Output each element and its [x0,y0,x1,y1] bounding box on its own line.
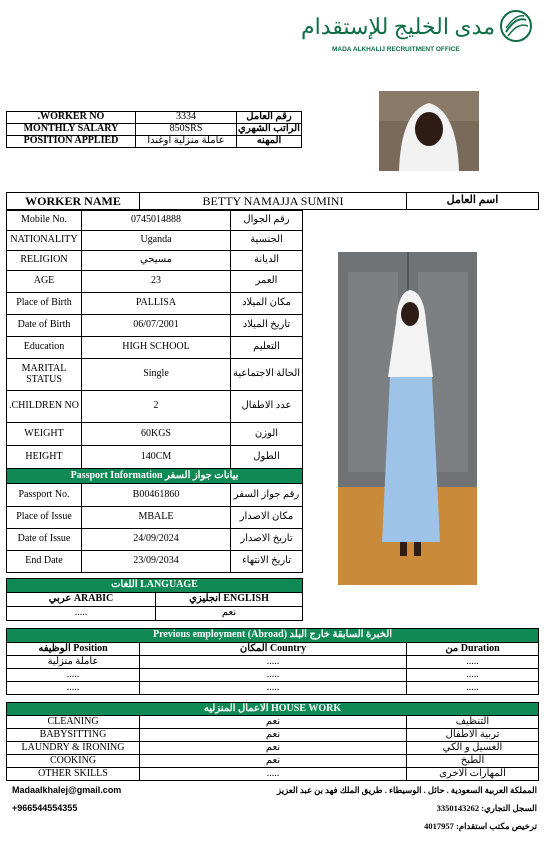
detail-label-ar: العمر [231,271,303,293]
table-row [7,768,539,781]
skill-value: نعم [140,742,407,755]
worker-no-label-ar: رقم العامل [237,112,302,124]
table-row [7,716,539,729]
detail-label-ar: عدد الاطفال [231,391,303,423]
skill-label: LAUNDRY & IRONING [7,742,140,755]
skill-label-ar: تربية الاطفال [407,729,539,742]
table-row [7,529,303,551]
employment-position: ..... [7,682,140,695]
detail-label: Education [7,337,82,359]
detail-value: 2 [82,391,231,423]
passport-label: Place of Issue [7,507,82,529]
skill-label-ar: الطبخ [407,755,539,768]
position-applied-value: عاملة منزلية اوغندا [136,136,237,148]
details-table [6,210,303,573]
skill-label: CLEANING [7,716,140,729]
monthly-salary-value: 850SRS [136,124,237,136]
detail-label-ar: الجنسية [231,231,303,251]
skill-label: BABYSITTING [7,729,140,742]
employment-table [6,628,539,695]
company-logo-icon [500,10,532,42]
employment-duration: ..... [407,682,539,695]
detail-value: Single [82,359,231,391]
detail-label: RELIGION [7,251,82,271]
detail-value: مسيحي [82,251,231,271]
monthly-salary-label-ar: الراتب الشهري [238,123,300,135]
detail-label-ar: الطول [231,446,303,469]
table-row [7,211,303,231]
worker-no-value: 3334 [136,112,237,124]
detail-label-ar: التعليم [231,337,303,359]
skill-value: نعم [140,729,407,742]
logo-english-text: MADA ALKHALIJ RECRUITMENT OFFICE [332,46,460,53]
detail-label: MARITAL STATUS [7,359,82,391]
table-row [7,755,539,768]
top-info-table [6,111,302,148]
table-row [7,337,303,359]
detail-label: .CHILDREN NO [7,391,82,423]
footer-license: ترخيص مكتب استقدام: 4017957 [424,821,537,831]
table-row [7,669,539,682]
skill-value: نعم [140,755,407,768]
detail-label-ar: تاريخ الميلاد [231,315,303,337]
detail-label: NATIONALITY [7,231,82,251]
passport-label-ar: رقم جواز السفر [231,484,303,507]
detail-label: AGE [7,271,82,293]
language-section-title: LANGUAGE اللغات [7,579,303,593]
language-arabic-label: ARABIC عربي [7,593,156,607]
detail-value: Uganda [82,231,231,251]
logo-arabic-text: مدى الخليج للإستقدام [300,14,495,39]
table-row [7,251,303,271]
detail-label-ar: رقم الجوال [231,211,303,231]
employment-duration: ..... [407,656,539,669]
table-row [7,423,303,446]
table-row [7,742,539,755]
position-applied-label: POSITION APPLIED [7,136,136,148]
passport-section-title: بيانات جواز السفر Passport Information [7,469,303,484]
table-row [7,391,303,423]
worker-full-body-photo [338,252,477,585]
skill-value: نعم [140,716,407,729]
worker-no-label: .WORKER NO [7,112,136,124]
employment-col-country: Country المكان [140,643,407,656]
house-work-table [6,702,539,781]
language-english-value: نعم [156,607,303,621]
employment-section-title: الخبرة السابقة خارج البلد (Previous employment (Abroad [7,629,539,643]
employment-position: عاملة منزلية [7,656,140,669]
employment-col-duration: Duration من [407,643,539,656]
detail-label: WEIGHT [7,423,82,446]
employment-col-position: Position الوظيفه [7,643,140,656]
footer-address: المملكة العربية السعودية . حائل . الوسيطاء . طريق الملك فهد بن عبد العزيز [277,785,537,795]
passport-value: MBALE [82,507,231,529]
passport-value: 23/09/2034 [82,551,231,573]
skill-label-ar: التنظيف [407,716,539,729]
table-row [7,656,539,669]
table-row [7,507,303,529]
table-row [7,359,303,391]
detail-value: 23 [82,271,231,293]
footer-commercial-register: السجل التجاري: 3350143262 [436,803,537,813]
detail-value: 140CM [82,446,231,469]
passport-value: 24/09/2024 [82,529,231,551]
passport-label-ar: مكان الاصدار [231,507,303,529]
detail-label: Place of Birth [7,293,82,315]
language-arabic-value: ..... [7,607,156,621]
detail-label-ar: الحالة الاجتماعية [231,359,303,391]
passport-label-ar: تاريخ الانتهاء [231,551,303,573]
skill-value: ..... [140,768,407,781]
passport-label-ar: تاريخ الاصدار [231,529,303,551]
skill-label-ar: الغسيل و الكي [407,742,539,755]
detail-label-ar: الديانة [231,251,303,271]
passport-value: B00461860 [82,484,231,507]
detail-label: Mobile No. [7,211,82,231]
footer-phone: +966544554355 [12,803,78,813]
detail-value: PALLISA [82,293,231,315]
table-row [7,293,303,315]
table-row [7,551,303,573]
detail-value: 06/07/2001 [82,315,231,337]
footer-email: Madaalkhalej@gmail.com [12,785,122,795]
worker-name-label: WORKER NAME [7,193,140,210]
skill-label: OTHER SKILLS [7,768,140,781]
worker-name-table [6,192,539,210]
detail-label: HEIGHT [7,446,82,469]
detail-value: HIGH SCHOOL [82,337,231,359]
worker-portrait-photo [379,91,479,171]
table-row [7,446,303,469]
detail-label: Date of Birth [7,315,82,337]
skill-label-ar: المهارات الاخرى [407,768,539,781]
worker-name-label-ar: اسم العامل [407,193,539,210]
passport-label: End Date [7,551,82,573]
language-english-label: ENGLISH انجليزي [156,593,303,607]
worker-name-value: BETTY NAMAJJA SUMINI [140,193,407,210]
monthly-salary-label: MONTHLY SALARY [7,124,136,136]
detail-label-ar: الوزن [231,423,303,446]
employment-country: ..... [140,656,407,669]
house-work-section-title: HOUSE WORK الاعمال المنزليه [7,703,539,716]
employment-country: ..... [140,682,407,695]
position-applied-label-ar: المهنه [237,136,302,148]
skill-label: COOKING [7,755,140,768]
table-row [7,484,303,507]
employment-country: ..... [140,669,407,682]
employment-position: ..... [7,669,140,682]
passport-label: Passport No. [7,484,82,507]
detail-value: 60KGS [82,423,231,446]
table-row [7,315,303,337]
table-row [7,682,539,695]
employment-duration: ..... [407,669,539,682]
table-row [7,729,539,742]
table-row [7,231,303,251]
detail-label-ar: مكان الميلاد [231,293,303,315]
passport-label: Date of Issue [7,529,82,551]
table-row [7,271,303,293]
language-table [6,578,303,621]
detail-value: 0745014888 [82,211,231,231]
